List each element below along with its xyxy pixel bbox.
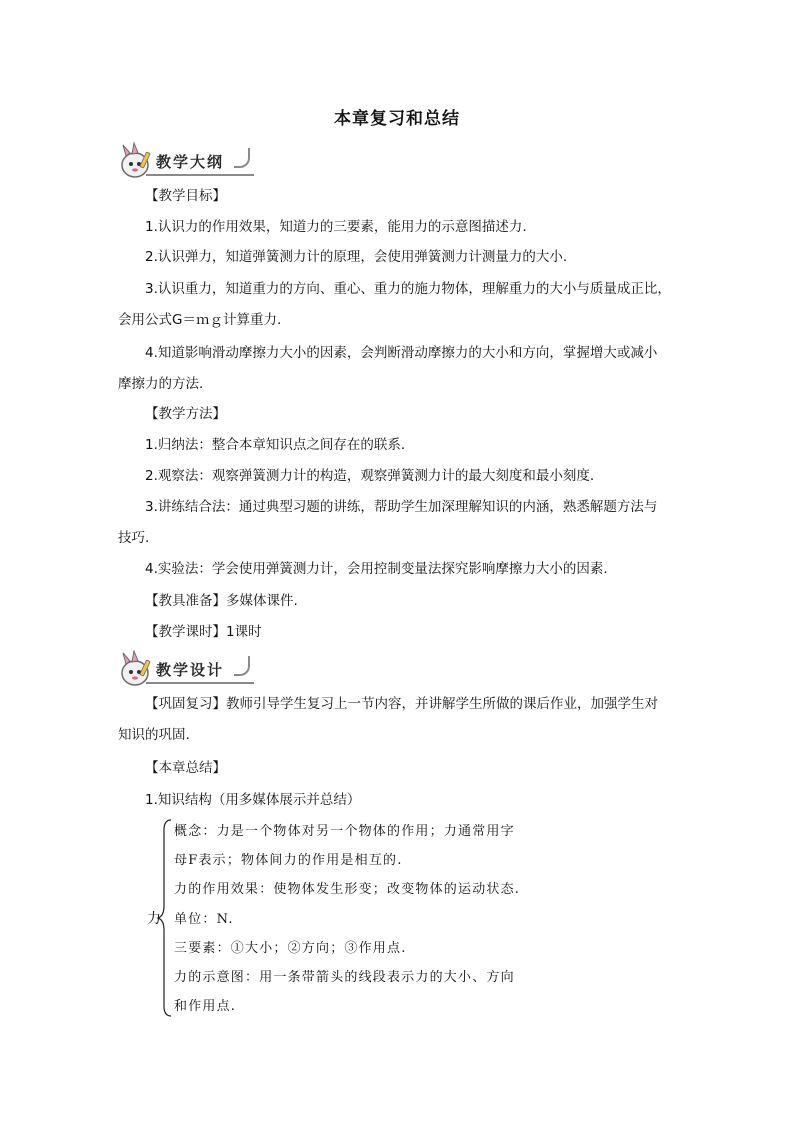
structure-heading: 1.知识结构（用多媒体展示并总结）: [145, 792, 361, 808]
left-brace: [157, 818, 173, 1018]
hours-heading: 【教学课时】: [145, 624, 226, 640]
goal-item-continued: 会用公式G＝ｍｇ计算重力.: [118, 312, 282, 328]
goal-item: 2.认识弹力，知道弹簧测力计的原理，会使用弹簧测力计测量力的大小.: [145, 249, 568, 265]
section-header-outline: [118, 142, 268, 180]
tree-item: 和作用点.: [174, 999, 237, 1014]
goals-heading: 【教学目标】: [145, 188, 226, 204]
method-item: 1.归纳法：整合本章知识点之间存在的联系.: [145, 437, 406, 453]
review-heading: 【巩固复习】: [145, 696, 226, 712]
summary-heading: 【本章总结】: [145, 760, 226, 776]
tree-item: 母F表示；物体间力的作用是相互的.: [174, 853, 403, 868]
goal-item: 1.认识力的作用效果，知道力的三要素，能用力的示意图描述力.: [145, 219, 527, 235]
tools-heading: 【教具准备】: [145, 593, 226, 609]
goal-item-continued: 摩擦力的方法.: [118, 376, 204, 392]
tree-item: 力的示意图：用一条带箭头的线段表示力的大小、方向: [174, 970, 515, 985]
section-label: 教学大纲: [156, 153, 225, 171]
tools-line: [145, 591, 298, 611]
tools-value: 多媒体课件.: [226, 593, 298, 609]
methods-heading: 【教学方法】: [145, 406, 226, 422]
tree-item: 力的作用效果：使物体发生形变；改变物体的运动状态.: [174, 882, 521, 897]
goal-item: 4.知道影响滑动摩擦力大小的因素，会判断滑动摩擦力的大小和方向，掌握增大或减小: [145, 345, 658, 361]
review-text: 教师引导学生复习上一节内容，并讲解学生所做的课后作业，加强学生对: [226, 696, 658, 712]
tree-item: 概念：力是一个物体对另一个物体的作用；力通常用字: [174, 824, 515, 839]
goal-item: 3.认识重力，知道重力的方向、重心、重力的施力物体，理解重力的大小与质量成正比，: [145, 281, 671, 297]
method-item-continued: 技巧.: [118, 530, 150, 546]
page-title: 本章复习和总结: [334, 109, 460, 129]
method-item: 3.讲练结合法：通过典型习题的讲练，帮助学生加深理解知识的内涵，熟悉解题方法与: [145, 499, 658, 515]
hours-value: 1课时: [226, 624, 262, 640]
hours-line: [145, 622, 262, 642]
tree-item: 单位：N.: [174, 912, 234, 927]
tree-item: 三要素：①大小；②方向；③作用点.: [174, 941, 407, 956]
section-label: 教学设计: [156, 661, 225, 679]
method-item: 4.实验法：学会使用弹簧测力计，会用控制变量法探究影响摩擦力大小的因素.: [145, 561, 608, 577]
knowledge-structure-diagram: [147, 818, 567, 1018]
method-item: 2.观察法：观察弹簧测力计的构造，观察弹簧测力计的最大刻度和最小刻度.: [145, 468, 595, 484]
review-line: [145, 694, 658, 714]
tree-root-label: 力: [147, 911, 161, 927]
review-continued: 知识的巩固.: [118, 727, 190, 743]
section-header-design: [118, 650, 268, 688]
